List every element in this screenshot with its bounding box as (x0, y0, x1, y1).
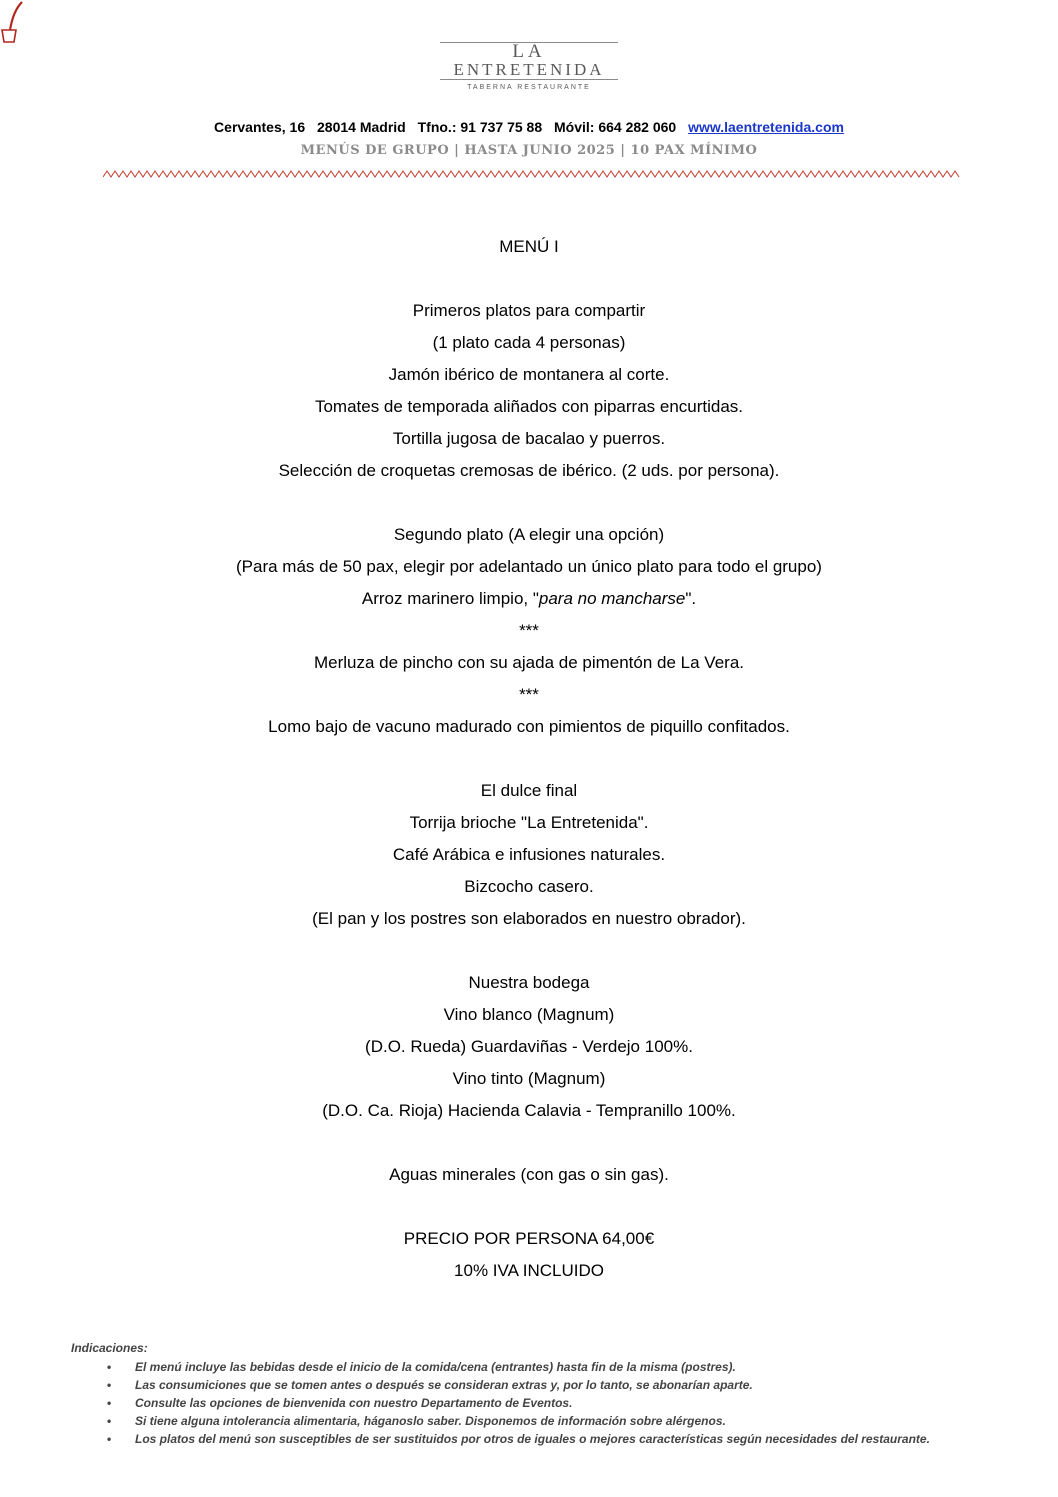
option-separator: *** (519, 621, 539, 640)
price: PRECIO POR PERSONA 64,00€ (403, 1229, 655, 1248)
starters-heading: Primeros platos para compartir (412, 301, 646, 320)
option-separator: *** (519, 685, 539, 704)
mobile: Móvil: 664 282 060 (554, 119, 677, 135)
restaurant-logo (440, 40, 618, 100)
indication-text: Consulte las opciones de bienvenida con nuestro Departamento de Eventos. (135, 1396, 573, 1410)
white-wine-heading: Vino blanco (Magnum) (443, 1005, 615, 1024)
logo-la: LA (512, 41, 546, 62)
bullet-icon: • (107, 1396, 112, 1410)
logo-name: ENTRETENIDA (453, 60, 605, 79)
starters-note: (1 plato cada 4 personas) (432, 333, 626, 352)
dessert-heading: El dulce final (480, 781, 578, 800)
group-menus-banner: MENÚS DE GRUPO | HASTA JUNIO 2025 | 10 PAX MÍNIMO (300, 143, 758, 158)
website-link[interactable]: www.laentretenida.com (688, 119, 844, 135)
phone: Tfno.: 91 737 75 88 (417, 119, 543, 135)
red-wine-heading: Vino tinto (Magnum) (452, 1069, 606, 1088)
city: 28014 Madrid (317, 119, 406, 135)
dessert-item: (El pan y los postres son elaborados en nuestro obrador). (312, 909, 746, 928)
list-item (71, 1431, 941, 1447)
dessert-item: Bizcocho casero. (464, 877, 594, 896)
wine-heading: Nuestra bodega (468, 973, 590, 992)
vat-note: 10% IVA INCLUIDO (454, 1261, 604, 1280)
white-wine: (D.O. Rueda) Guardaviñas - Verdejo 100%. (365, 1037, 693, 1056)
list-item (71, 1413, 941, 1429)
main-option-rice (0, 583, 1058, 615)
dessert-item: Torrija brioche "La Entretenida". (409, 813, 649, 832)
indication-text: Los platos del menú son susceptibles de ser sustituidos por otros de iguales o mejores características según necesidades del restaurante. (135, 1432, 930, 1446)
main-option-rice-end: ". (685, 589, 697, 608)
zigzag-divider (103, 170, 961, 178)
dessert-item: Café Arábica e infusiones naturales. (392, 845, 666, 864)
main-option-beef: Lomo bajo de vacuno madurado con pimientos de piquillo confitados. (268, 717, 790, 736)
main-heading: Segundo plato (A elegir una opción) (393, 525, 665, 544)
main-option-hake: Merluza de pincho con su ajada de pimentón de La Vera. (313, 653, 744, 672)
water: Aguas minerales (con gas o sin gas). (389, 1165, 669, 1184)
logo-subtitle: TABERNA RESTAURANTE (467, 84, 591, 91)
red-wine: (D.O. Ca. Rioja) Hacienda Calavia - Tempranillo 100%. (322, 1101, 736, 1120)
list-item (71, 1395, 941, 1411)
indications-list (71, 1359, 941, 1447)
starter-item: Jamón ibérico de montanera al corte. (388, 365, 670, 384)
indications (71, 1340, 941, 1449)
menu-title: MENÚ I (499, 237, 559, 256)
bullet-icon: • (107, 1414, 112, 1428)
indication-text: Las consumiciones que se tomen antes o después se consideran extras y, por lo tanto, se abonarían aparte. (135, 1378, 753, 1392)
list-item (71, 1359, 941, 1375)
bullet-icon: • (107, 1432, 112, 1446)
logo-quill-icon (0, 0, 26, 44)
starter-item: Tomates de temporada aliñados con piparras encurtidas. (314, 397, 744, 416)
indication-text: Si tiene alguna intolerancia alimentaria, háganoslo saber. Disponemos de información sobre alérgenos. (135, 1414, 726, 1428)
bullet-icon: • (107, 1360, 112, 1374)
contact-line (0, 117, 1058, 137)
indications-heading: Indicaciones: (71, 1341, 148, 1355)
address: Cervantes, 16 (214, 119, 306, 135)
bullet-icon: • (107, 1378, 112, 1392)
list-item (71, 1377, 941, 1393)
indication-text: El menú incluye las bebidas desde el inicio de la comida/cena (entrantes) hasta fin de la misma (postres). (135, 1360, 736, 1374)
main-option-rice-text: Arroz marinero limpio, " (361, 589, 539, 608)
main-note: (Para más de 50 pax, elegir por adelantado un único plato para todo el grupo) (236, 557, 822, 576)
main-option-rice-quote: para no mancharse (538, 589, 686, 608)
starter-item: Tortilla jugosa de bacalao y puerros. (392, 429, 666, 448)
starter-item: Selección de croquetas cremosas de ibérico. (2 uds. por persona). (278, 461, 780, 480)
